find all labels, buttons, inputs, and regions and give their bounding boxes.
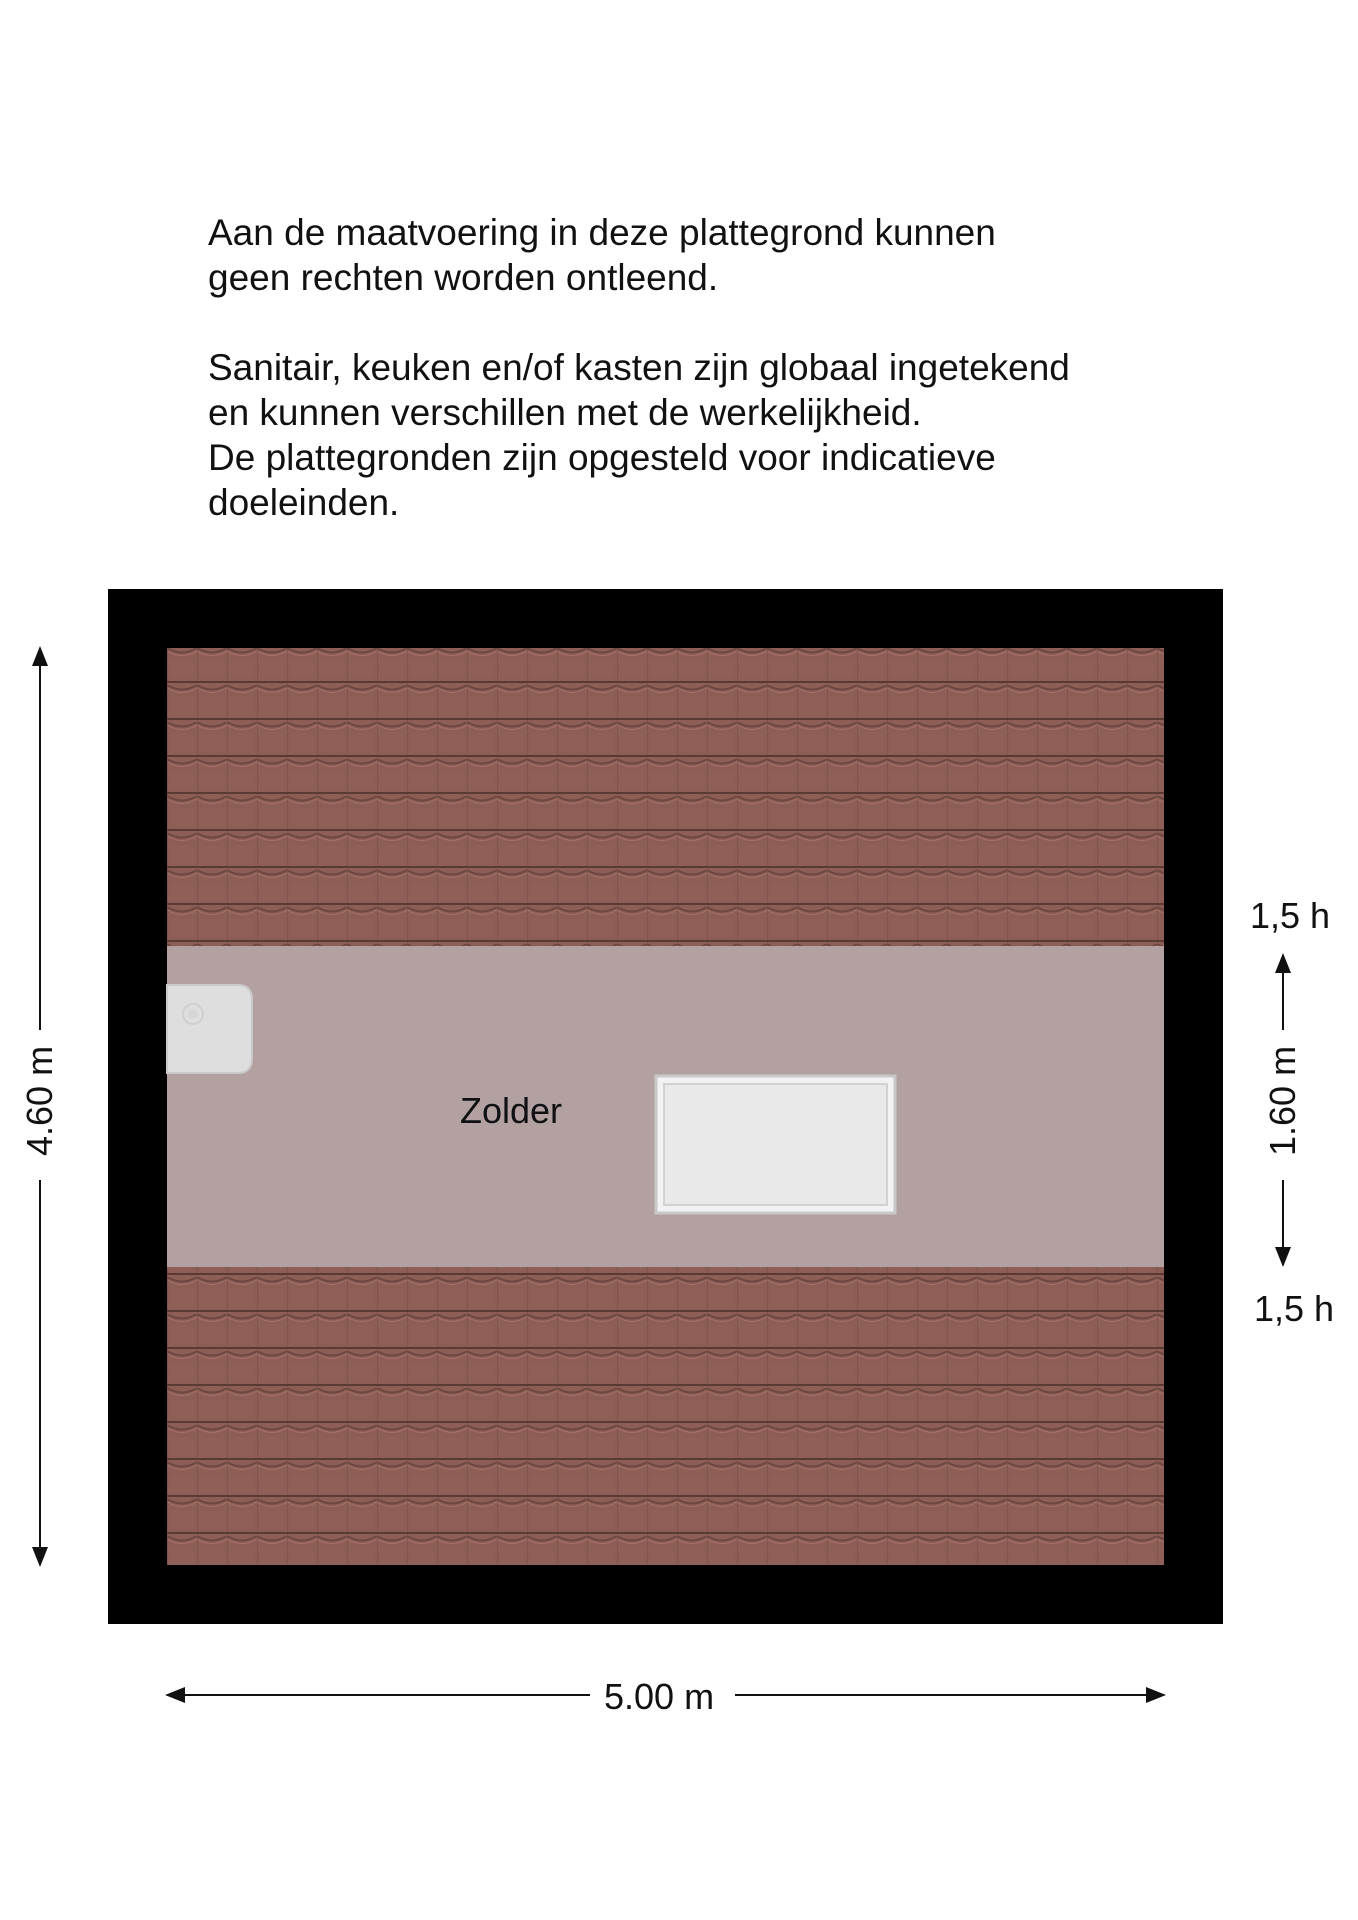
disclaimer-line: doeleinden. <box>208 482 400 523</box>
headroom-top-label: 1,5 h <box>1250 895 1331 936</box>
disclaimer-line: Sanitair, keuken en/of kasten zijn globaal ingetekend <box>208 347 1070 388</box>
disclaimer-line: De plattegronden zijn opgesteld voor indicatieve <box>208 437 996 478</box>
disclaimer-line: geen rechten worden ontleend. <box>208 257 719 298</box>
disclaimer-line: Aan de maatvoering in deze plattegrond kunnen <box>208 212 996 253</box>
roof-slope-bottom <box>167 1267 1164 1565</box>
height-label: 4.60 m <box>19 1045 60 1156</box>
room-label: Zolder <box>460 1090 563 1131</box>
ridge-label: 1.60 m <box>1262 1045 1303 1156</box>
roof-slope-top <box>167 648 1164 946</box>
disclaimer-line: en kunnen verschillen met de werkelijkheid. <box>208 392 922 433</box>
width-label: 5.00 m <box>604 1676 715 1717</box>
skylight-icon <box>656 1076 895 1213</box>
headroom-bottom-label: 1,5 h <box>1254 1288 1335 1329</box>
boiler-icon <box>167 985 252 1073</box>
